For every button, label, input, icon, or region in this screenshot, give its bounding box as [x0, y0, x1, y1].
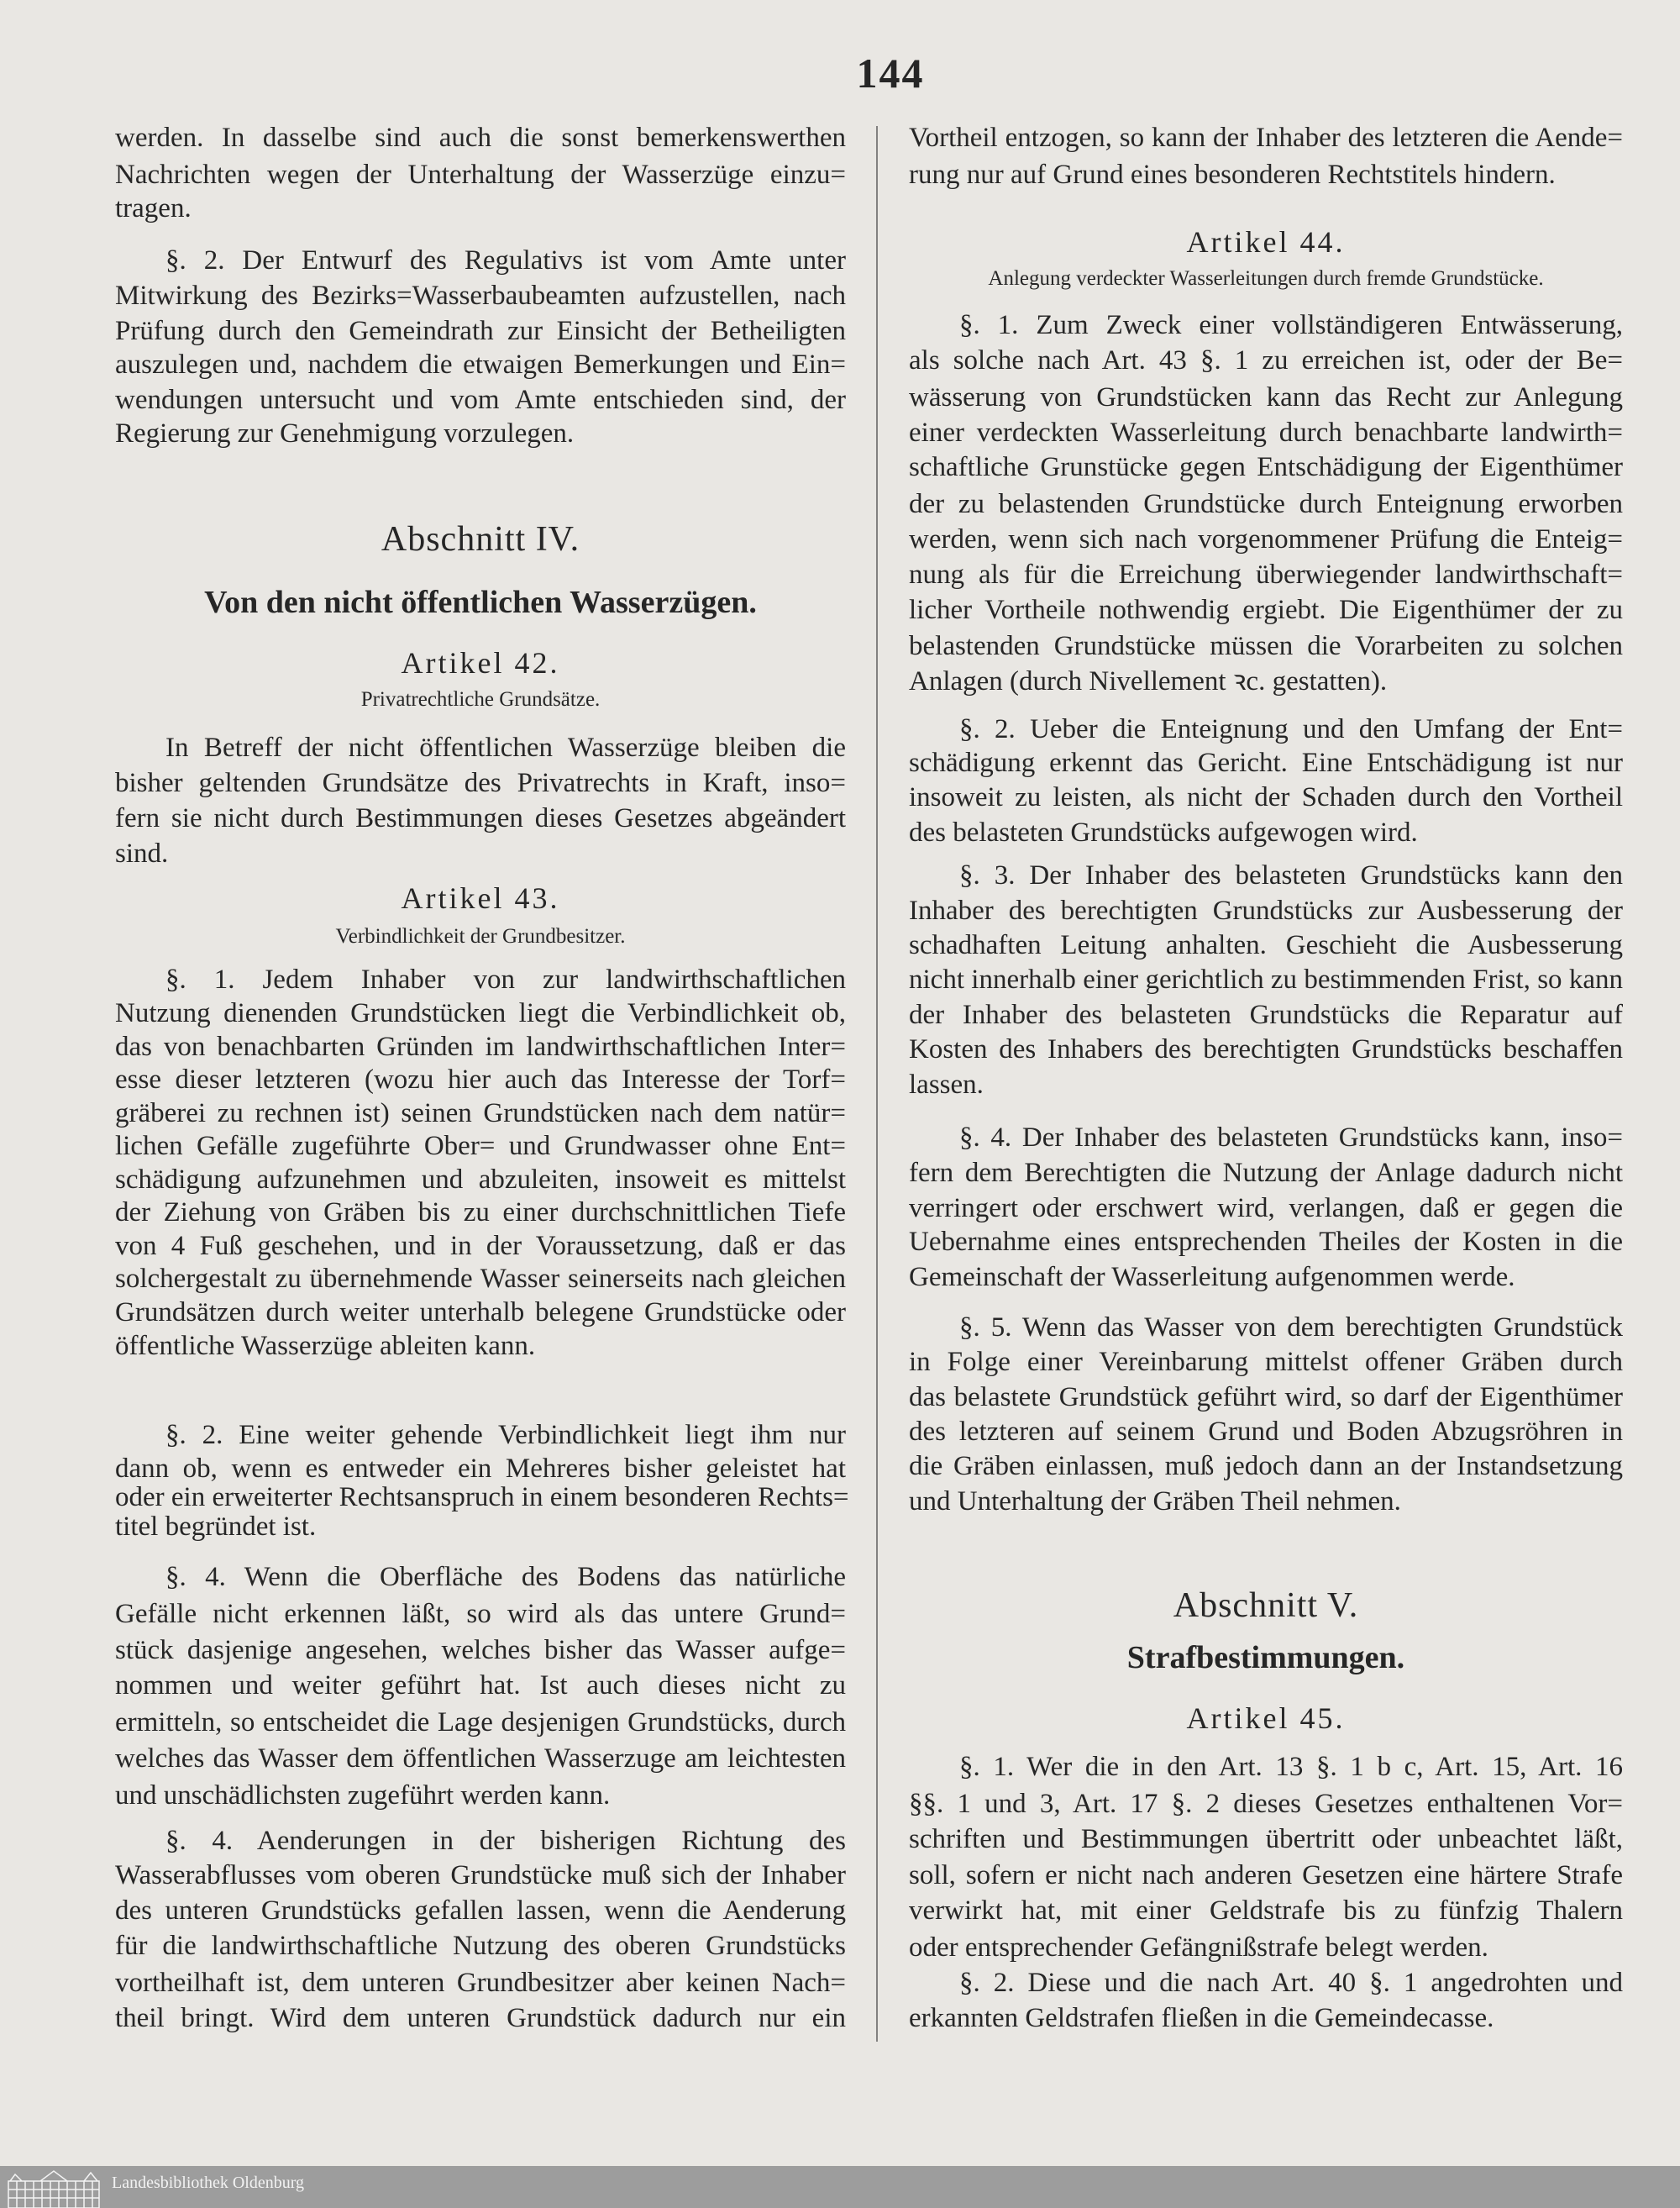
library-building-logo	[7, 2169, 101, 2208]
text-line: gräberei zu rechnen ist) seinen Grundstücken nach dem natür=	[115, 1097, 846, 1128]
text-line: schadhaften Leitung anhalten. Geschieht die Ausbesserung	[909, 929, 1623, 960]
text-line: lassen.	[909, 1069, 984, 1100]
text-line: und unschädlichsten zugeführt werden kann.	[115, 1780, 611, 1811]
section-title: Strafbestimmungen.	[1126, 1639, 1405, 1675]
article-heading: Artikel 44.	[1186, 225, 1346, 260]
text-line: schädigung erkennt das Gericht. Eine Entschädigung ist nur	[909, 748, 1623, 779]
text-line: Wasserabflusses vom oberen Grundstücke muß sich der Inhaber	[115, 1860, 846, 1891]
text-line: verringert oder erschwert wird, verlangen, daß er gegen die	[909, 1193, 1623, 1223]
text-line: Anlagen (durch Nivellement ꝛc. gestatten).	[909, 666, 1388, 697]
text-line: nung als für die Erreichung überwiegender landwirthschaft=	[909, 559, 1623, 590]
article-heading: Artikel 45.	[1186, 1701, 1346, 1735]
text-line: für die landwirthschaftliche Nutzung des oberen Grundstücks	[115, 1931, 846, 1962]
text-line: schaftliche Grunstücke gegen Entschädigung der Eigenthümer	[909, 452, 1623, 483]
text-line: sind.	[115, 838, 169, 869]
text-line: werden, wenn sich nach vorgenommener Prüfung die Enteig=	[909, 523, 1623, 555]
text-line: welches das Wasser dem öffentlichen Wasserzuge am leichtesten	[115, 1743, 846, 1774]
text-line: als solche nach Art. 43 §. 1 zu erreichen ist, oder der Be=	[909, 345, 1623, 376]
text-line: in Folge einer Vereinbarung mittelst offener Gräben durch	[909, 1346, 1623, 1377]
text-line: belastenden Grundstücke müssen die Vorarbeiten zu solchen	[909, 631, 1623, 662]
text-line: der Inhaber des belasteten Grundstücks die Reparatur auf	[909, 1000, 1623, 1031]
text-line: Prüfung durch den Gemeindrath zur Einsicht der Betheiligten	[115, 315, 846, 346]
text-line: einer verdeckten Wasserleitung durch benachbarte landwirth=	[909, 417, 1623, 448]
text-line: insoweit zu leisten, als nicht der Schaden durch den Vortheil	[909, 781, 1623, 812]
text-line: nommen und weiter geführt hat. Ist auch dieses nicht zu	[115, 1670, 846, 1701]
article-heading: Artikel 43.	[401, 881, 560, 916]
text-line: öffentliche Wasserzüge ableiten kann.	[115, 1330, 536, 1361]
text-line: erkannten Geldstrafen fließen in die Gemeindecasse.	[909, 2002, 1494, 2033]
text-line: auszulegen und, nachdem die etwaigen Bemerkungen und Ein=	[115, 350, 846, 381]
left-column	[115, 0, 849, 2100]
text-line: §. 2. Der Entwurf des Regulativs ist vom Amte unter	[165, 245, 846, 276]
text-line: Mitwirkung des Bezirks=Wasserbaubeamten aufzustellen, nach	[115, 280, 846, 311]
text-line: Kosten des Inhabers des berechtigten Grundstücks beschaffen	[909, 1033, 1623, 1065]
text-line: §. 1. Wer die in den Art. 13 §. 1 b c, Art. 15, Art. 16	[959, 1752, 1623, 1783]
text-line: der zu belastenden Grundstücke durch Enteignung erworben	[909, 489, 1623, 519]
text-line: Inhaber des berechtigten Grundstücks zur Ausbesserung der	[909, 896, 1623, 927]
text-line: des unteren Grundstücks gefallen lassen, wenn die Aenderung	[115, 1895, 846, 1927]
text-line: esse dieser letzteren (wozu hier auch das Interesse der Torf=	[115, 1065, 846, 1096]
text-line: vortheilhaft ist, dem unteren Grundbesitzer aber keinen Nach=	[115, 1967, 846, 1998]
article-subtitle: Verbindlichkeit der Grundbesitzer.	[335, 924, 626, 948]
text-line: Nachrichten wegen der Unterhaltung der Wasserzüge einzu=	[115, 159, 846, 190]
text-line: schädigung aufzunehmen und abzuleiten, insoweit es mittelst	[115, 1164, 846, 1195]
section-heading: Abschnitt IV.	[381, 519, 580, 559]
text-line: ermitteln, so entscheidet die Lage desjenigen Grundstücks, durch	[115, 1706, 846, 1737]
article-heading: Artikel 42.	[401, 646, 560, 681]
text-line: licher Vortheile nothwendig ergiebt. Die Eigenthümer der zu	[909, 594, 1623, 625]
text-line: schriften und Bestimmungen übertritt oder unbeachtet läßt,	[909, 1823, 1623, 1854]
text-line: solchergestalt zu übernehmende Wasser seinerseits nach gleichen	[115, 1264, 846, 1295]
text-line: titel begründet ist.	[115, 1511, 317, 1542]
text-line: soll, sofern er nicht nach anderen Gesetzen eine härtere Strafe	[909, 1860, 1623, 1891]
section-title: Von den nicht öffentlichen Wasserzügen.	[204, 585, 757, 621]
text-line: der Ziehung von Gräben bis zu einer durchschnittlichen Tiefe	[115, 1197, 846, 1228]
text-line: fern dem Berechtigten die Nutzung der Anlage dadurch nicht	[909, 1158, 1623, 1189]
text-line: Nutzung dienenden Grundstücken liegt die Verbindlichkeit ob,	[115, 998, 846, 1029]
text-line: Uebernahme eines entsprechenden Theiles der Kosten in die	[909, 1227, 1623, 1258]
text-line: werden. In dasselbe sind auch die sonst bemerkenswerthen	[115, 123, 846, 154]
text-line: Gemeinschaft der Wasserleitung aufgenommen werde.	[909, 1262, 1515, 1293]
text-line: das belastete Grundstück geführt wird, so darf der Eigenthümer	[909, 1381, 1623, 1412]
text-line: §§. 1 und 3, Art. 17 §. 2 dieses Gesetzes enthaltenen Vor=	[909, 1788, 1623, 1819]
text-line: stück dasjenige angesehen, welches bisher das Wasser aufge=	[115, 1635, 846, 1666]
text-line: fern sie nicht durch Bestimmungen dieses Gesetzes abgeändert	[115, 802, 846, 833]
library-name: Landesbibliothek Oldenburg	[112, 2174, 305, 2192]
text-line: §. 2. Ueber die Enteignung und den Umfang der Ent=	[959, 714, 1623, 745]
text-line: und Unterhaltung der Gräben Theil nehmen.	[909, 1485, 1401, 1517]
text-line: tragen.	[115, 193, 192, 224]
text-line: §. 2. Eine weiter gehende Verbindlichkeit liegt ihm nur	[165, 1419, 846, 1450]
text-line: oder ein erweiterter Rechtsanspruch in einem besonderen Rechts=	[115, 1481, 849, 1512]
text-line: wendungen untersucht und vom Amte entschieden sind, der	[115, 384, 846, 415]
page-number: 144	[856, 50, 925, 97]
text-line: dann ob, wenn es entweder ein Mehreres bisher geleistet hat	[115, 1454, 846, 1485]
text-line: des belasteten Grundstücks aufgewogen wird.	[909, 817, 1418, 848]
text-line: das von benachbarten Gründen im landwirthschaftlichen Inter=	[115, 1031, 846, 1062]
text-line: bisher geltenden Grundsätze des Privatrechts in Kraft, inso=	[115, 767, 846, 798]
text-line: wässerung von Grundstücken kann das Recht zur Anlegung	[909, 381, 1623, 413]
text-line: §. 3. Der Inhaber des belasteten Grundstücks kann den	[959, 860, 1623, 891]
text-line: §. 4. Aenderungen in der bisherigen Richtung des	[165, 1825, 846, 1856]
text-line: In Betreff der nicht öffentlichen Wasserzüge bleiben die	[165, 732, 846, 763]
text-line: von 4 Fuß geschehen, und in der Voraussetzung, daß er das	[115, 1230, 846, 1261]
section-heading: Abschnitt V.	[1173, 1585, 1359, 1625]
text-line: Grundsätzen durch weiter unterhalb belegene Grundstücke oder	[115, 1297, 846, 1328]
text-line: des letzteren auf seinem Grund und Boden Abzugsröhren in	[909, 1417, 1623, 1448]
text-line: nicht innerhalb einer gerichtlich zu bestimmenden Frist, so kann	[909, 965, 1623, 996]
text-line: §. 1. Zum Zweck einer vollständigeren Entwässerung,	[959, 310, 1623, 341]
text-line: §. 5. Wenn das Wasser von dem berechtigten Grundstück	[959, 1312, 1623, 1343]
text-line: theil bringt. Wird dem unteren Grundstück dadurch nur ein	[115, 2002, 846, 2033]
text-line: §. 4. Der Inhaber des belasteten Grundstücks kann, inso=	[959, 1122, 1623, 1154]
text-line: §. 4. Wenn die Oberfläche des Bodens das natürliche	[165, 1562, 846, 1593]
article-subtitle: Privatrechtliche Grundsätze.	[360, 687, 601, 711]
text-line: oder entsprechender Gefängnißstrafe belegt werden.	[909, 1932, 1488, 1963]
text-line: rung nur auf Grund eines besonderen Rechtstitels hindern.	[909, 159, 1556, 190]
text-line: die Gräben einlassen, muß jedoch dann an der Instandsetzung	[909, 1450, 1623, 1481]
column-divider	[876, 126, 878, 2042]
article-subtitle: Anlegung verdeckter Wasserleitungen durch fremde Grundstücke.	[988, 266, 1544, 290]
text-line: §. 1. Jedem Inhaber von zur landwirthschaftlichen	[165, 965, 846, 996]
right-column	[909, 0, 1623, 2100]
text-line: lichen Gefälle zugeführte Ober= und Grundwasser ohne Ent=	[115, 1131, 846, 1162]
text-line: verwirkt hat, mit einer Geldstrafe bis zu fünfzig Thalern	[909, 1895, 1623, 1927]
text-line: §. 2. Diese und die nach Art. 40 §. 1 angedrohten und	[959, 1967, 1623, 1998]
text-line: Vortheil entzogen, so kann der Inhaber des letzteren die Aende=	[909, 123, 1623, 154]
text-line: Gefälle nicht erkennen läßt, so wird als das untere Grund=	[115, 1598, 846, 1629]
text-line: Regierung zur Genehmigung vorzulegen.	[115, 418, 575, 449]
